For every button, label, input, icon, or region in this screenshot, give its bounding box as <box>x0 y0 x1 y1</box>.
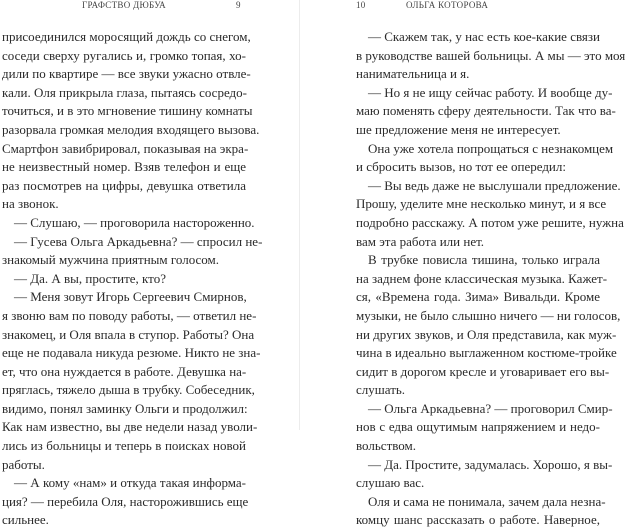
text-line: музыки, не было слышно ничего — ни голосов, <box>356 307 621 323</box>
text-line: чина в идеально выглаженном костюме-тройке <box>356 345 617 361</box>
text-line: дили по квартире — все звуки ужасно отвле- <box>2 66 251 82</box>
text-line: слушать. <box>356 382 406 398</box>
text-line: — Ольга Аркадьевна? — проговорил Смир- <box>368 400 613 416</box>
text-line: я звоню вам по поводу работы, — ответил не- <box>2 307 257 323</box>
text-line: комцу шанс рассказать о работе. Наверное, <box>356 512 600 528</box>
text-line: — Меня зовут Игорь Сергеевич Смирнов, <box>14 289 247 305</box>
text-line: лись из больницы и теперь в поисках новой <box>2 438 246 454</box>
text-line: — Вы ведь даже не выслушали предложение. <box>368 177 621 193</box>
text-line: видимо, понял заминку Ольги и продолжил: <box>2 400 248 416</box>
text-line: пряглась, тяжело дыша в трубку. Собеседник, <box>2 382 255 398</box>
text-line: Прошу, уделите мне несколько минут, и я все <box>356 196 607 212</box>
text-line: нанимательница и я. <box>356 66 470 82</box>
text-line: в руководстве вашей больницы. А мы — это моя <box>356 47 625 63</box>
left-page <box>0 0 299 528</box>
text-line: слушаю вас. <box>356 475 425 491</box>
text-line: не неизвестный номер. Взяв телефон и еще <box>2 159 246 175</box>
text-line: — Да. Простите, задумалась. Хорошо, я вы- <box>368 456 613 472</box>
text-line: — Да. А вы, простите, кто? <box>14 270 166 286</box>
text-line: ше предложение меня не интересует. <box>356 121 561 137</box>
text-line: вам эта работа или нет. <box>356 233 485 249</box>
running-title: ОЛЬГА КОТОРОВА <box>406 0 489 10</box>
right-page <box>300 0 625 528</box>
text-line: — Гусева Ольга Аркадьевна? — спросил не- <box>14 233 263 249</box>
text-line: разорвала громкая мелодия входящего вызова. <box>2 121 260 137</box>
text-line: В трубке повисла тишина, только играла <box>368 252 600 268</box>
text-line: ет, что она нуждается в работе. Девушка на- <box>2 363 247 379</box>
page-number: 9 <box>236 0 241 10</box>
text-line: Оля и сама не понимала, зачем дала незна- <box>368 493 606 509</box>
text-line: ся, «Времена года. Зима» Вивальди. Кроме <box>356 289 600 305</box>
text-line: раз посмотрев на цифры, девушка ответила <box>2 177 246 193</box>
text-line: маю поменять сферу деятельности. Так что ва- <box>356 103 616 119</box>
text-line: соседи сверху ругались и, громко топая, хо- <box>2 47 246 63</box>
text-line: еще не подавала никуда резюме. Никто не зна- <box>2 345 261 361</box>
text-line: и сбросить вызов, но тот ее опередил: <box>356 159 566 175</box>
text-line: Смартфон завибрировал, показывая на экра- <box>2 140 249 156</box>
text-line: — Но я не ищу сейчас работу. И вообще ду- <box>368 84 613 100</box>
text-line: работы. <box>2 456 45 472</box>
text-line: кали. Оля прикрыла глаза, пытаясь сосредо- <box>2 84 247 100</box>
text-line: знакомец, и Оля впала в ступор. Работы? Она <box>2 326 255 342</box>
text-line: знакомый мужчина приятным голосом. <box>2 252 220 268</box>
text-line: нов с едва ощутимым напряжением и недо- <box>356 419 600 435</box>
body-text <box>2 28 263 530</box>
text-line: Она уже хотела попрощаться с незнакомцем <box>368 140 614 156</box>
page-number: 10 <box>356 0 366 10</box>
text-line: точиться, и в это мгновение тишину комнаты <box>2 103 253 119</box>
text-line: — Слушаю, — проговорила настороженно. <box>14 214 255 230</box>
text-line: сильнее. <box>2 512 49 528</box>
text-line: — А кому «нам» и откуда такая информа- <box>14 475 246 491</box>
running-title: ГРАФСТВО ДЮБУА <box>82 0 166 10</box>
body-text <box>356 28 625 530</box>
text-line: Как нам известно, вы две недели назад уволи- <box>2 419 258 435</box>
text-line: сидит в дорогом кресле и уговаривает его вы- <box>356 363 610 379</box>
text-line: на заднем фоне классическая музыка. Кажет- <box>356 270 608 286</box>
text-line: ция? — перебила Оля, насторожившись еще <box>2 493 249 509</box>
text-line: на звонок. <box>2 196 59 212</box>
text-line: подробно расскажу. А потом уже решите, нужна <box>356 214 624 230</box>
text-line: присоединился моросящий дождь со снегом, <box>2 29 251 44</box>
text-line: ни других звуков, и Оля представила, как муж- <box>356 326 617 342</box>
text-line: — Скажем так, у нас есть кое-какие связи <box>368 29 600 44</box>
text-line: вольством. <box>356 438 417 454</box>
